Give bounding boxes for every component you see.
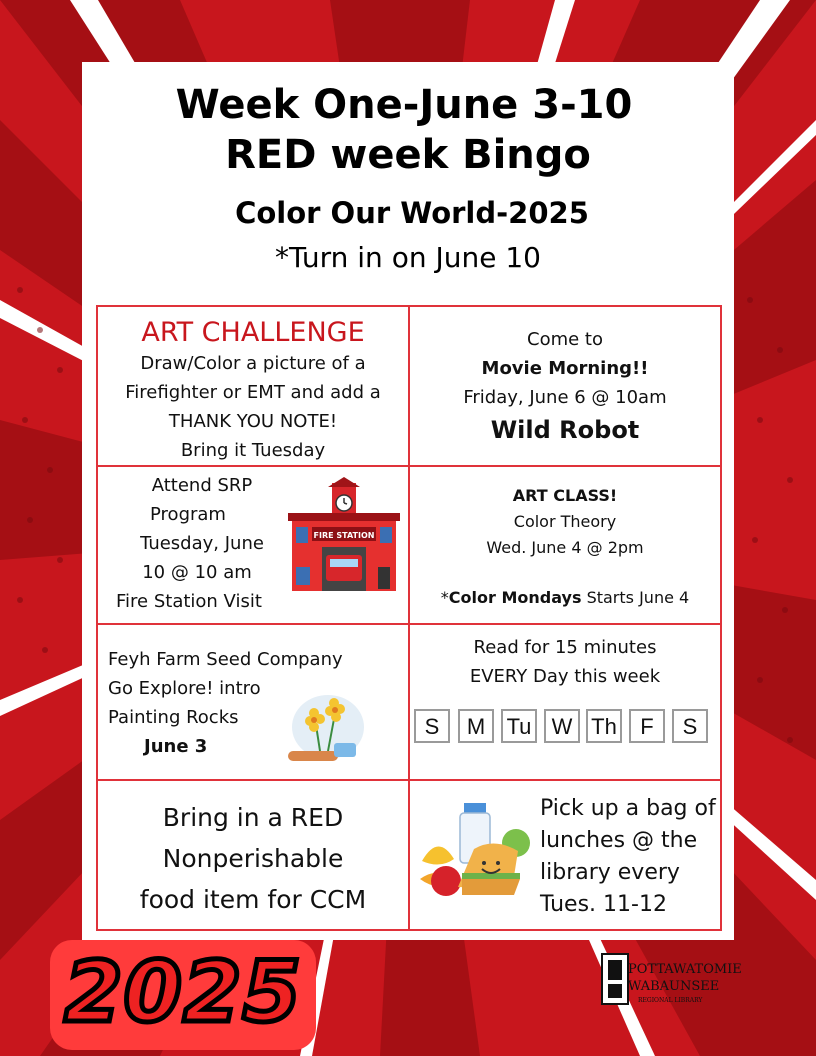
cell-art-challenge[interactable] xyxy=(96,305,410,467)
art-challenge-line: Firefighter or EMT and add a xyxy=(125,382,381,403)
food-line: Bring in a RED xyxy=(162,803,344,832)
day-box-monday[interactable]: M xyxy=(458,709,494,743)
lunch-line: lunches @ the xyxy=(540,828,698,853)
title-week: Week One-June 3-10 xyxy=(175,82,633,128)
movie-intro: Come to xyxy=(527,329,603,350)
day-box-wednesday[interactable]: W xyxy=(544,709,580,743)
srp-line: Fire Station Visit xyxy=(116,591,262,612)
cell-srp-program[interactable] xyxy=(96,465,410,625)
art-challenge-line: THANK YOU NOTE! xyxy=(168,411,338,432)
srp-line: Attend SRP xyxy=(151,475,253,496)
day-box-tuesday[interactable]: Tu xyxy=(501,709,537,743)
movie-event: Movie Morning!! xyxy=(481,358,649,379)
food-line: food item for CCM xyxy=(139,885,367,914)
note-prefix: * xyxy=(440,588,449,607)
logo-line-3: REGIONAL LIBRARY xyxy=(638,997,703,1004)
day-box-friday[interactable]: F xyxy=(629,709,665,743)
cell-movie-morning[interactable] xyxy=(408,305,722,467)
reading-line-1: Read for 15 minutes xyxy=(473,637,657,658)
food-line: Nonperishable xyxy=(162,844,344,873)
srp-line: Program xyxy=(150,504,226,525)
movie-date: Friday, June 6 @ 10am xyxy=(463,387,667,408)
art-challenge-heading: ART CHALLENGE xyxy=(141,317,365,348)
day-box-thursday[interactable]: Th xyxy=(586,709,622,743)
feyh-line: Go Explore! intro xyxy=(108,678,261,699)
note-rest: Starts June 4 xyxy=(581,588,690,607)
art-challenge-line: Bring it Tuesday xyxy=(180,440,326,461)
cell-lunch-pickup[interactable] xyxy=(408,779,722,931)
srp-line: 10 @ 10 am xyxy=(142,562,252,583)
art-class-topic: Color Theory xyxy=(513,512,617,531)
art-class-date: Wed. June 4 @ 2pm xyxy=(486,538,644,557)
srp-line: Tuesday, June xyxy=(140,533,264,554)
art-challenge-line: Draw/Color a picture of a xyxy=(140,353,366,374)
subtitle-theme: Color Our World-2025 xyxy=(235,196,589,230)
note-bold: Color Mondays xyxy=(448,588,582,607)
painted-rock-flower-icon xyxy=(284,685,368,769)
lunch-line: library every xyxy=(540,860,680,885)
logo-line-1: POTTAWATOMIE xyxy=(628,962,742,977)
day-box-sunday[interactable]: S xyxy=(414,709,450,743)
logo-line-2: WABAUNSEE xyxy=(628,979,720,994)
cell-art-class[interactable] xyxy=(408,465,722,625)
feyh-date: June 3 xyxy=(144,736,208,757)
library-logo xyxy=(598,950,748,1010)
day-box-saturday[interactable]: S xyxy=(672,709,708,743)
fire-station-label: FIRE STATION xyxy=(313,531,375,540)
color-mondays-note xyxy=(410,585,720,611)
movie-title: Wild Robot xyxy=(490,416,640,444)
reading-line-2: EVERY Day this week xyxy=(469,666,661,687)
cell-food-drive[interactable] xyxy=(96,779,410,931)
art-class-title: ART CLASS! xyxy=(512,486,618,505)
lunch-line: Pick up a bag of xyxy=(540,796,716,821)
lunch-food-icon xyxy=(418,799,538,903)
lunch-line: Tues. 11-12 xyxy=(540,892,667,917)
year-text: 2025 xyxy=(64,943,302,1041)
cell-feyh-farm[interactable] xyxy=(96,623,410,781)
feyh-line: Painting Rocks xyxy=(108,707,239,728)
feyh-line: Feyh Farm Seed Company xyxy=(108,649,343,670)
title-bingo: RED week Bingo xyxy=(225,132,591,178)
subtitle-turn-in: *Turn in on June 10 xyxy=(275,241,541,274)
fire-station-icon xyxy=(286,477,402,593)
cell-reading[interactable] xyxy=(408,623,722,781)
